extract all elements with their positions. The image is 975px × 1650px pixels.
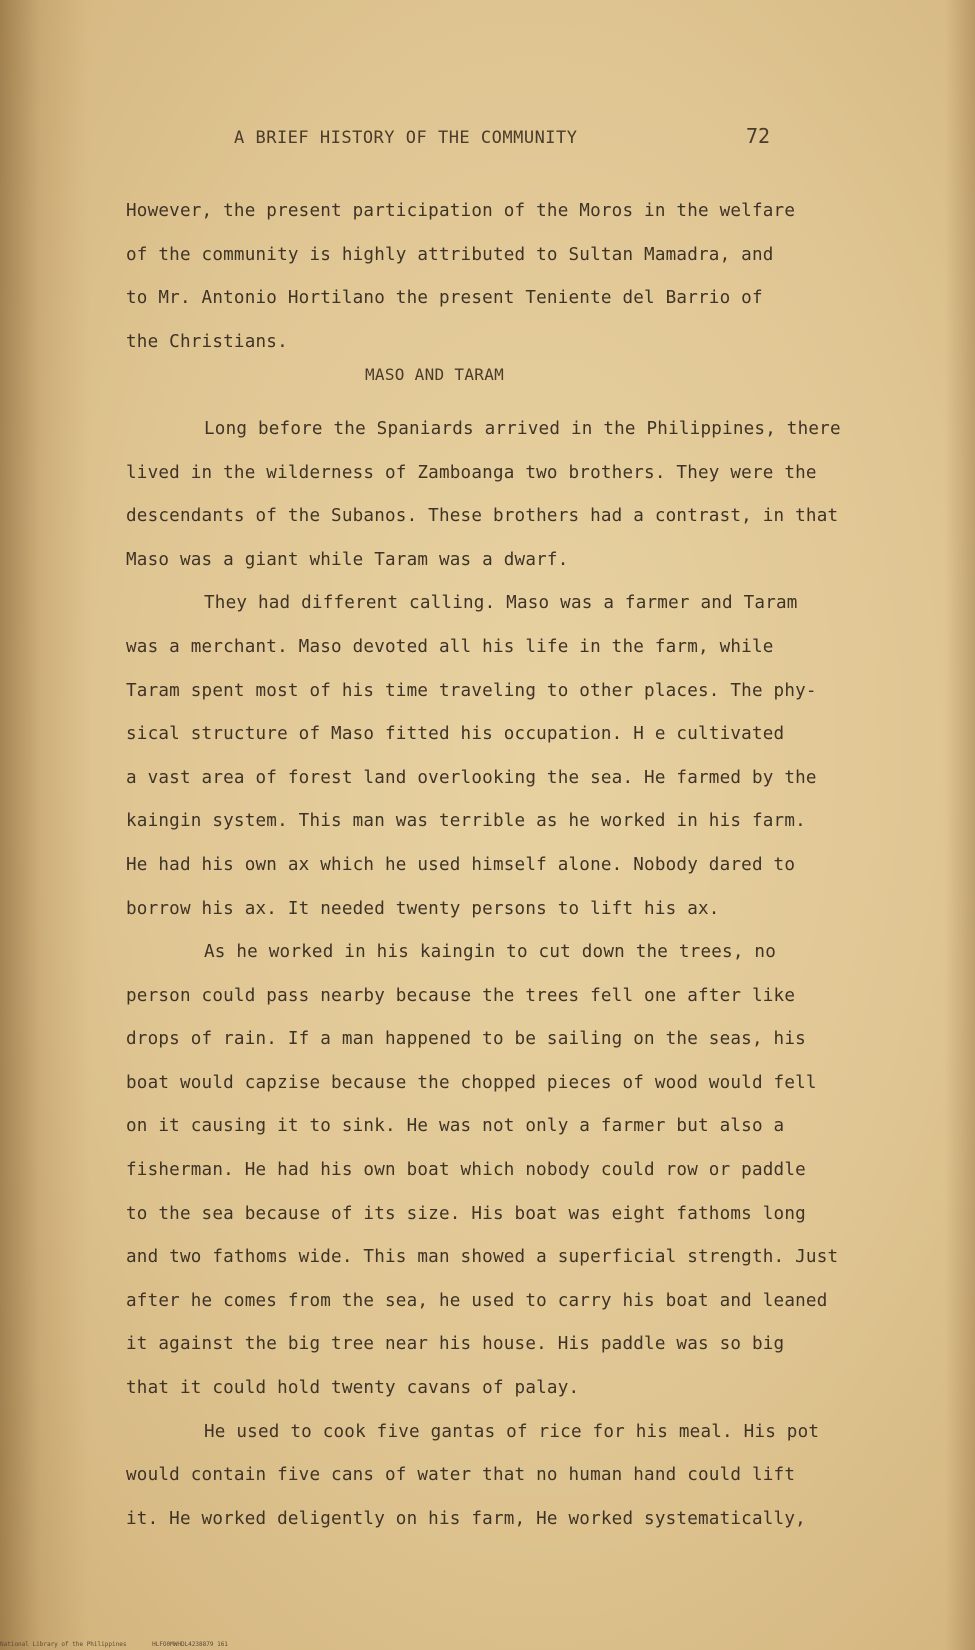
text-line: of the community is highly attributed to Sultan Mamadra, and <box>126 244 774 265</box>
text-line: to Mr. Antonio Hortilano the present Teniente del Barrio of <box>126 288 763 309</box>
text-line: borrow his ax. It needed twenty persons to lift his ax. <box>126 898 720 919</box>
text-line: after he comes from the sea, he used to carry his boat and leaned <box>126 1290 828 1311</box>
text-line: They had different calling. Maso was a farmer and Taram <box>204 593 798 614</box>
text-line: it against the big tree near his house. His paddle was so big <box>126 1334 785 1355</box>
text-line: would contain five cans of water that no human hand could lift <box>126 1465 796 1486</box>
text-line: on it causing it to sink. He was not only a farmer but also a <box>126 1116 785 1137</box>
page-header <box>234 124 794 154</box>
text-line: a vast area of forest land overlooking the sea. He farmed by the <box>126 767 817 788</box>
section-title: MASO AND TARAM <box>365 365 505 384</box>
scan-footer <box>0 1641 250 1648</box>
footer-library: National Library of the Philippines <box>0 1641 127 1648</box>
text-line: Long before the Spaniards arrived in the Philippines, there <box>204 418 841 439</box>
text-line: to the sea because of its size. His boat was eight fathoms long <box>126 1203 806 1224</box>
text-line: lived in the wilderness of Zamboanga two brothers. They were the <box>126 462 817 483</box>
text-line: sical structure of Maso fitted his occupation. H e cultivated <box>126 724 785 745</box>
footer-code: HLFO0MWHDL4238879 161 <box>152 1641 228 1648</box>
text-line: drops of rain. If a man happened to be sailing on the seas, his <box>126 1029 806 1050</box>
text-line: Taram spent most of his time traveling to other places. The phy- <box>126 680 817 701</box>
text-line: was a merchant. Maso devoted all his life in the farm, while <box>126 636 774 657</box>
text-line: Maso was a giant while Taram was a dwarf. <box>126 549 569 570</box>
text-line: kaingin system. This man was terrible as he worked in his farm. <box>126 811 806 832</box>
body-text <box>126 190 846 1541</box>
text-line: fisherman. He had his own boat which nobody could row or paddle <box>126 1160 806 1181</box>
page-title: A BRIEF HISTORY OF THE COMMUNITY <box>234 128 578 148</box>
text-line: He had his own ax which he used himself alone. Nobody dared to <box>126 854 796 875</box>
text-line: and two fathoms wide. This man showed a superficial strength. Just <box>126 1247 839 1268</box>
text-line: it. He worked deligently on his farm, He worked systematically, <box>126 1508 806 1529</box>
text-line: As he worked in his kaingin to cut down the trees, no <box>204 942 776 963</box>
text-line: the Christians. <box>126 331 288 352</box>
text-line: He used to cook five gantas of rice for his meal. His pot <box>204 1421 820 1442</box>
page-number: 72 <box>746 124 771 148</box>
text-line: boat would capzise because the chopped pieces of wood would fell <box>126 1072 817 1093</box>
text-line: descendants of the Subanos. These brothers had a contrast, in that <box>126 506 839 527</box>
text-line: However, the present participation of the Moros in the welfare <box>126 201 796 221</box>
text-line: that it could hold twenty cavans of palay. <box>126 1378 580 1399</box>
text-line: person could pass nearby because the trees fell one after like <box>126 985 796 1006</box>
